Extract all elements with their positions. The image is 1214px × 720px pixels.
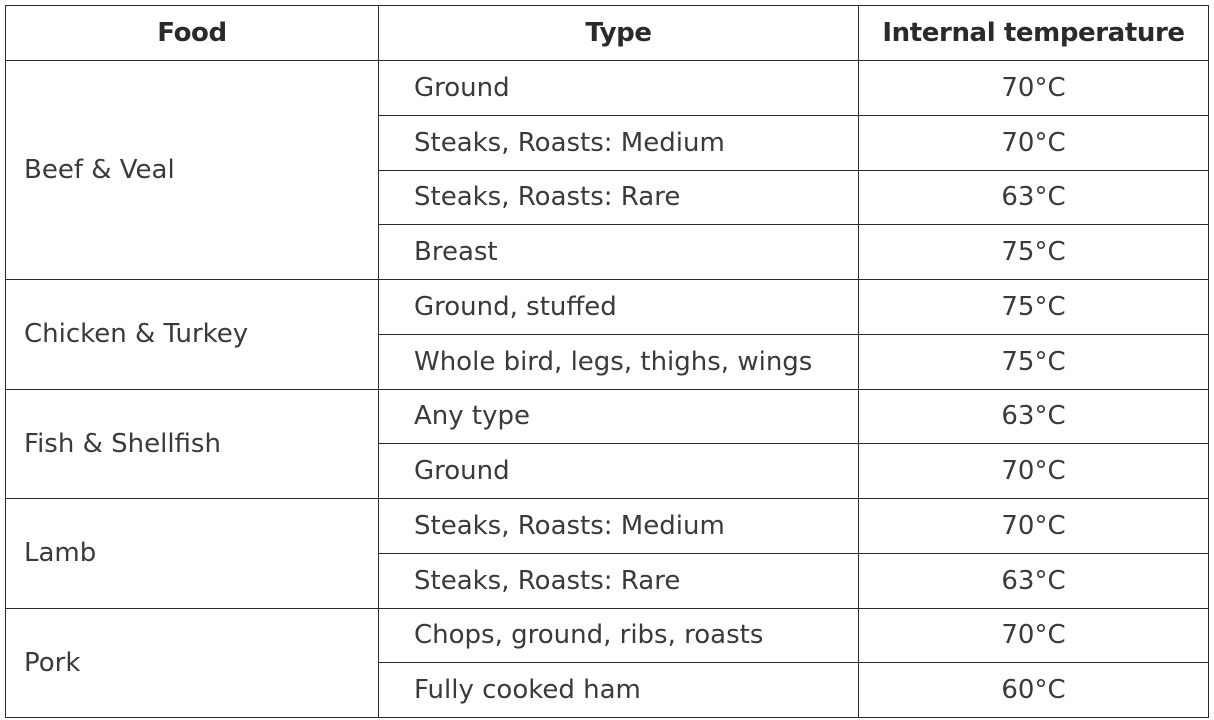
type-cell: Steaks, Roasts: Medium	[379, 499, 859, 554]
table-row	[6, 61, 1209, 116]
temperature-cell: 70°C	[859, 61, 1209, 116]
header-food: Food	[6, 6, 379, 61]
table-row	[6, 499, 1209, 554]
temperature-cell: 70°C	[859, 608, 1209, 663]
type-cell: Whole bird, legs, thighs, wings	[379, 334, 859, 389]
temperature-cell: 60°C	[859, 663, 1209, 718]
header-row	[6, 6, 1209, 61]
table-row	[6, 608, 1209, 663]
table-row	[6, 280, 1209, 335]
type-cell: Breast	[379, 225, 859, 280]
header-internal-temperature: Internal temperature	[859, 6, 1209, 61]
temperature-cell: 63°C	[859, 170, 1209, 225]
type-cell: Any type	[379, 389, 859, 444]
temperature-cell: 75°C	[859, 225, 1209, 280]
type-cell: Ground	[379, 444, 859, 499]
temperature-cell: 75°C	[859, 334, 1209, 389]
food-cell: Beef & Veal	[6, 61, 379, 280]
food-cell: Lamb	[6, 499, 379, 609]
food-cell: Chicken & Turkey	[6, 280, 379, 390]
food-cell: Pork	[6, 608, 379, 718]
type-cell: Chops, ground, ribs, roasts	[379, 608, 859, 663]
temperature-cell: 70°C	[859, 444, 1209, 499]
temperature-cell: 70°C	[859, 115, 1209, 170]
temperature-cell: 75°C	[859, 280, 1209, 335]
type-cell: Steaks, Roasts: Rare	[379, 553, 859, 608]
header-type: Type	[379, 6, 859, 61]
temperature-cell: 63°C	[859, 389, 1209, 444]
temperature-cell: 63°C	[859, 553, 1209, 608]
type-cell: Ground, stuffed	[379, 280, 859, 335]
food-cell: Fish & Shellfish	[6, 389, 379, 499]
table-row	[6, 389, 1209, 444]
temperature-table	[5, 5, 1209, 718]
type-cell: Ground	[379, 61, 859, 116]
type-cell: Fully cooked ham	[379, 663, 859, 718]
type-cell: Steaks, Roasts: Rare	[379, 170, 859, 225]
type-cell: Steaks, Roasts: Medium	[379, 115, 859, 170]
temperature-cell: 70°C	[859, 499, 1209, 554]
